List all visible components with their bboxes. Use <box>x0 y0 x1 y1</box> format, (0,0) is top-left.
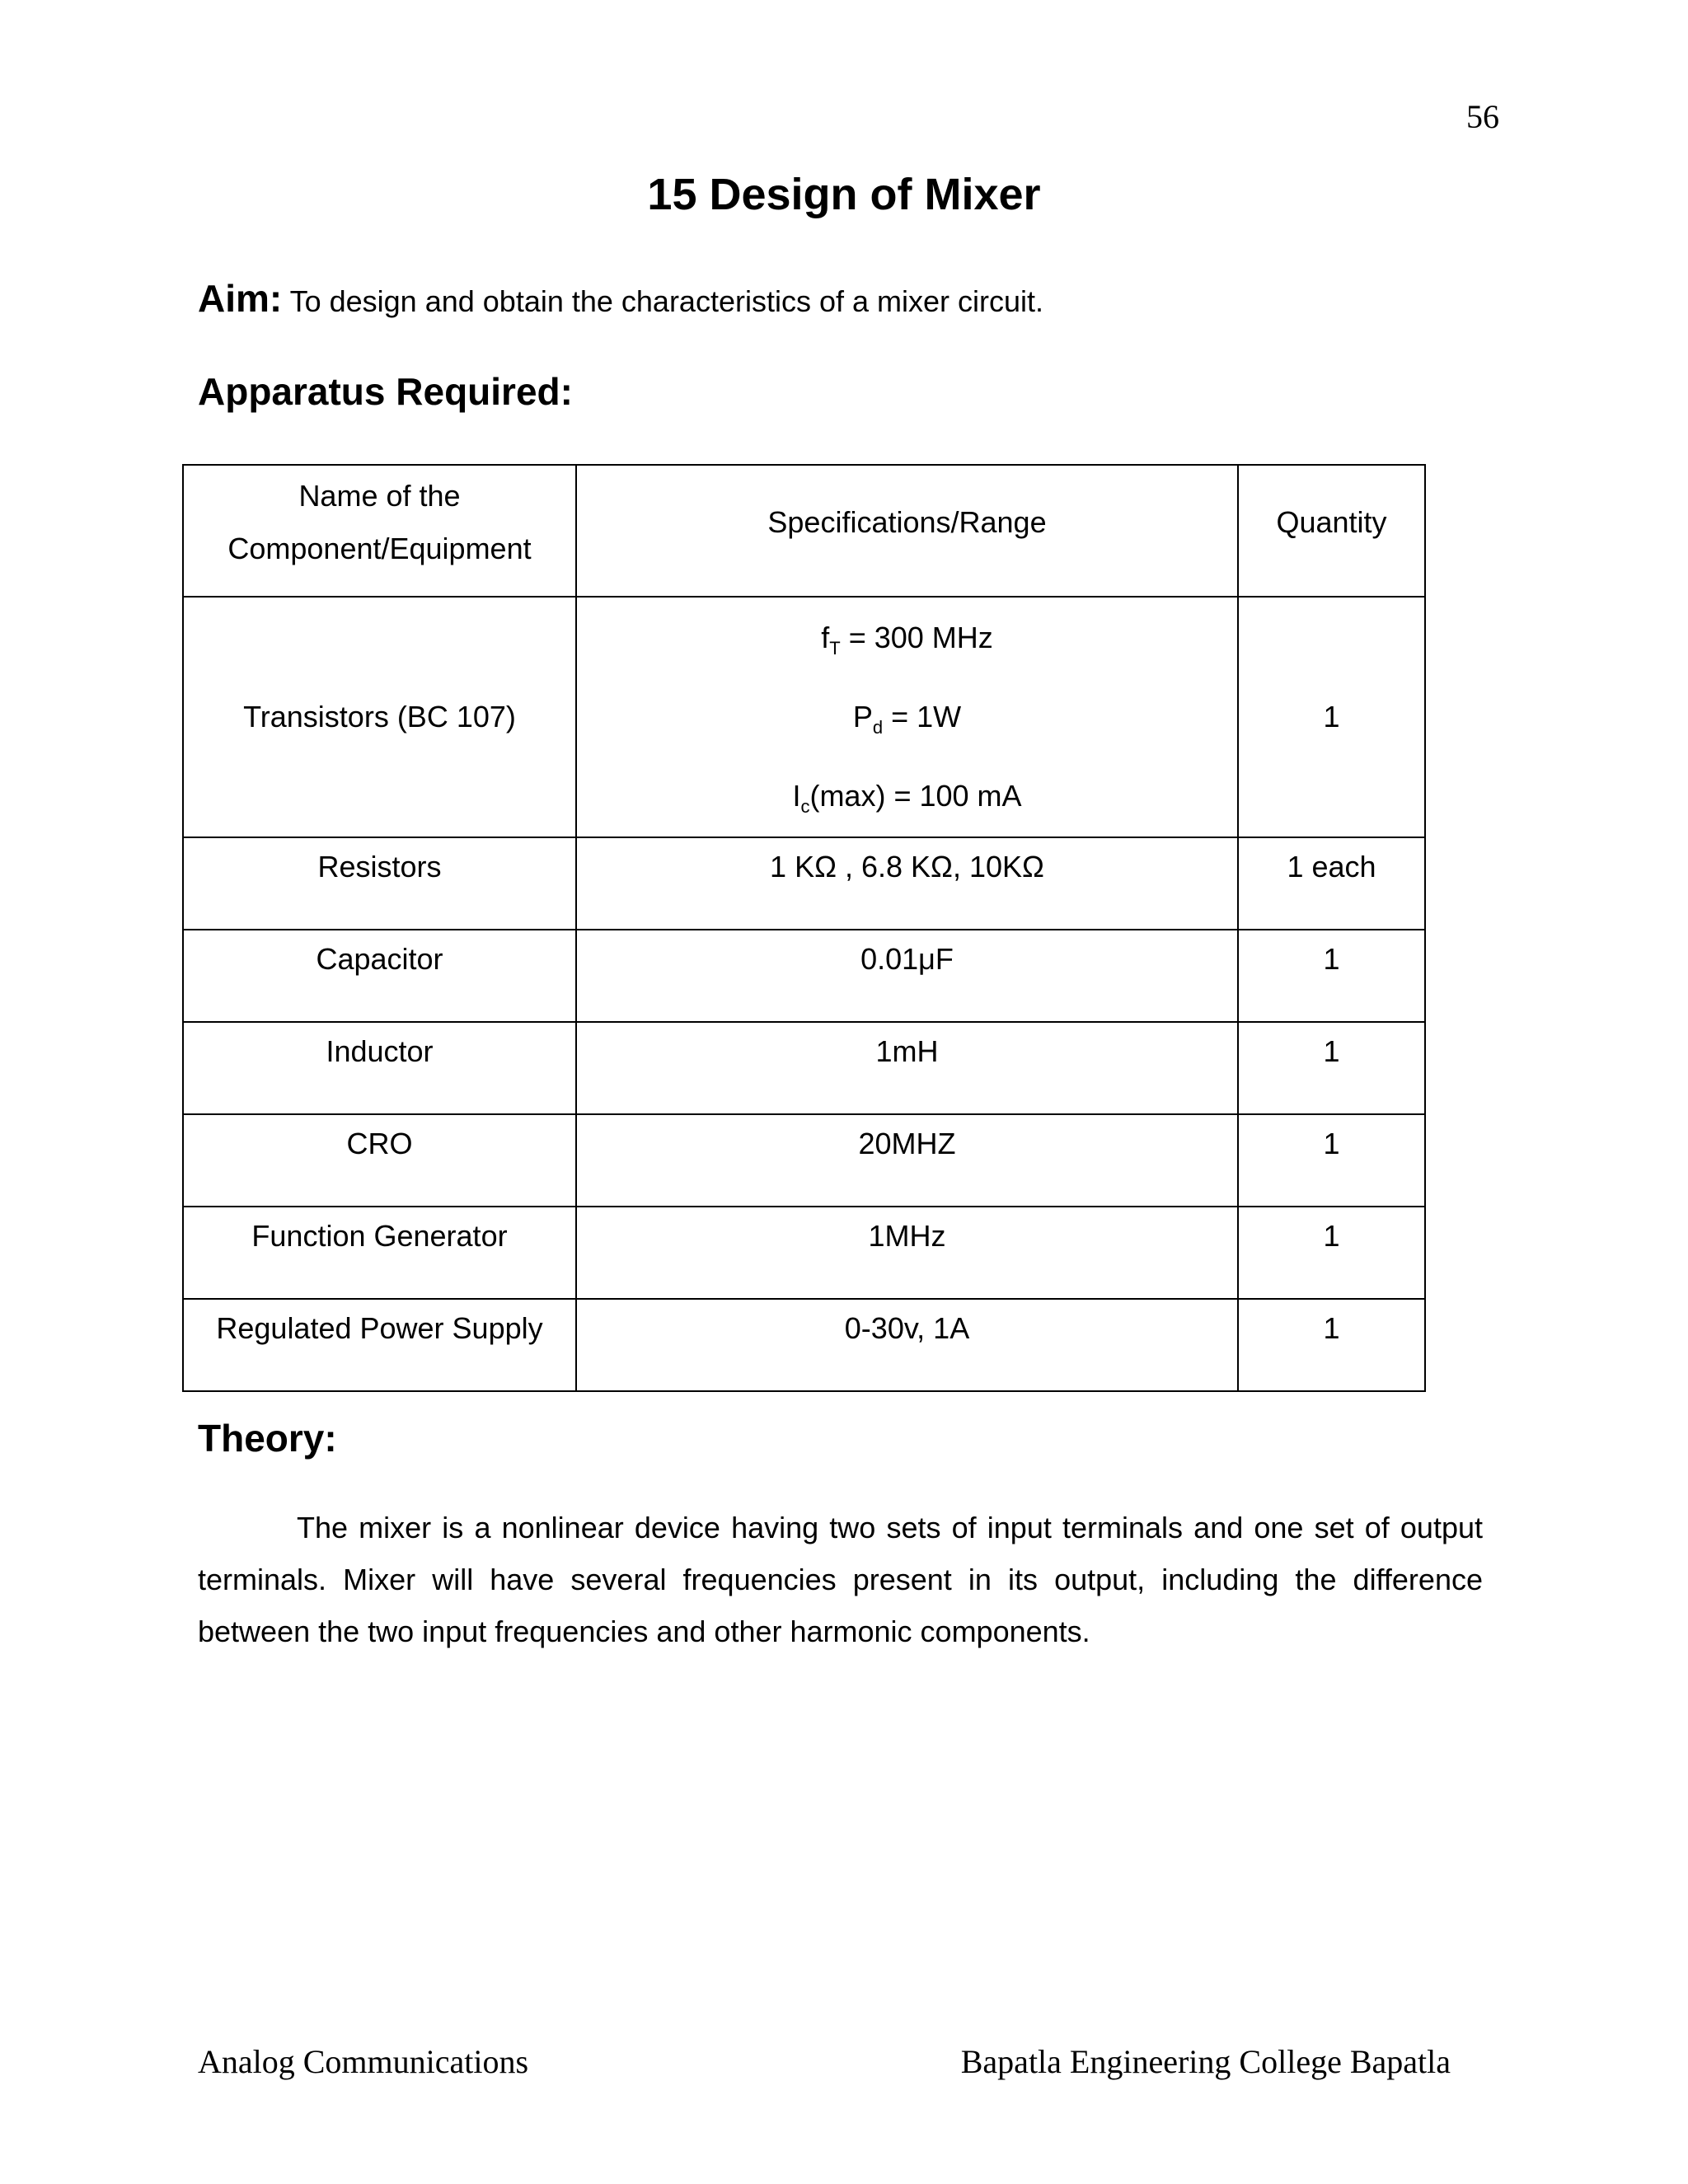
table-row <box>183 1299 1425 1391</box>
cell-spec: 0-30v, 1A <box>576 1299 1238 1391</box>
footer-college-name: Bapatla Engineering College Bapatla <box>960 2043 1451 2080</box>
cell-spec: 0.01μF <box>576 930 1238 1022</box>
aim-paragraph <box>198 276 1043 321</box>
cell-name: CRO <box>183 1114 576 1207</box>
ic-value: (max) = 100 mA <box>809 779 1022 813</box>
spec-ft <box>577 598 1237 677</box>
table-row <box>183 930 1425 1022</box>
theory-paragraph: The mixer is a nonlinear device having two sets of input terminals and one set of output terminals. Mixer will have several frequencies present in its output, including the difference between the two input frequencies and other harmonic components. <box>198 1511 1483 1648</box>
column-header-name <box>183 465 576 597</box>
table-row <box>183 1022 1425 1114</box>
page-title: 15 Design of Mixer <box>647 170 1041 219</box>
cell-quantity: 1 each <box>1238 837 1425 930</box>
cell-spec: 20MHZ <box>576 1114 1238 1207</box>
page-number: 56 <box>1466 98 1499 135</box>
cell-quantity: 1 <box>1238 930 1425 1022</box>
cell-name: Function Generator <box>183 1207 576 1299</box>
aim-text: To design and obtain the characteristics of a mixer circuit. <box>289 284 1044 318</box>
table-row <box>183 1114 1425 1207</box>
cell-name: Inductor <box>183 1022 576 1114</box>
ic-subscript: c <box>800 796 810 817</box>
ft-value: = 300 MHz <box>840 621 993 654</box>
cell-quantity: 1 <box>1238 1114 1425 1207</box>
cell-spec: 1MHz <box>576 1207 1238 1299</box>
pd-symbol: P <box>852 700 873 733</box>
cell-name: Transistors (BC 107) <box>183 597 576 837</box>
footer-course-title: Analog Communications <box>198 2043 529 2080</box>
cell-quantity: 1 <box>1238 1022 1425 1114</box>
ft-symbol: f <box>821 621 830 654</box>
cell-quantity: 1 <box>1238 597 1425 837</box>
pd-subscript: d <box>872 717 884 738</box>
cell-spec: 1mH <box>576 1022 1238 1114</box>
column-header-name-line2: Component/Equipment <box>227 532 532 565</box>
table-row <box>183 1207 1425 1299</box>
ft-subscript: T <box>829 638 841 658</box>
spec-pd <box>577 677 1237 757</box>
cell-name: Capacitor <box>183 930 576 1022</box>
ic-symbol: I <box>792 779 801 813</box>
table-row <box>183 837 1425 930</box>
column-header-spec <box>576 465 1238 597</box>
pd-value: = 1W <box>883 700 962 733</box>
apparatus-heading: Apparatus Required: <box>198 370 573 413</box>
spec-ic <box>577 757 1237 836</box>
apparatus-table <box>182 464 1426 1392</box>
theory-heading: Theory: <box>198 1417 337 1460</box>
cell-quantity: 1 <box>1238 1299 1425 1391</box>
table-header-row <box>183 465 1425 597</box>
cell-quantity: 1 <box>1238 1207 1425 1299</box>
column-header-quantity-label: Quantity <box>1276 505 1387 539</box>
cell-spec <box>576 597 1238 837</box>
column-header-spec-label: Specifications/Range <box>767 505 1047 539</box>
cell-spec: 1 KΩ , 6.8 KΩ, 10KΩ <box>576 837 1238 930</box>
table-row <box>183 597 1425 837</box>
column-header-quantity <box>1238 465 1425 597</box>
cell-name: Regulated Power Supply <box>183 1299 576 1391</box>
cell-name: Resistors <box>183 837 576 930</box>
column-header-name-line1: Name of the <box>298 479 461 513</box>
aim-label: Aim: <box>198 277 283 320</box>
